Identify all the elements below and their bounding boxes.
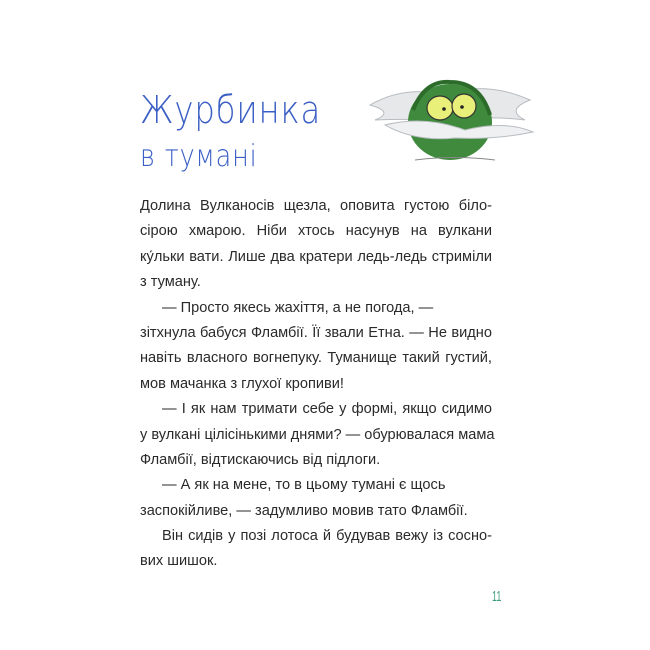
body-line: — Просто якесь жахіття, а не погода, — [162,299,434,316]
body-line: Долина Вулканосів щезла, оповита густою біло- [140,198,492,214]
body-text [140,194,495,575]
body-line: заспокійливе, — задумливо мовив тато Фламбії. [140,502,468,519]
body-line: Фламбії, відтискаючись від підлоги. [140,451,381,468]
body-line: Він сидів у позі лотоса й будував вежу із сосно- [162,528,492,545]
chapter-title-line1: Журбинка [140,88,322,132]
chapter-title-line2: в тумані [140,139,258,174]
body-line: навіть власного вогнепуку. Туманище такий густий, [140,350,492,367]
body-line: — А як на мене, то в цьому тумані є щось [162,477,446,494]
body-line: з туману. [140,274,201,291]
body-line: у вулкані цілісінькими днями? — обурювалася мама [140,426,495,443]
fog-creature-illustration [365,60,535,170]
body-line: вих шишок. [140,553,218,570]
body-line: сірою хмарою. Ніби хтось насунув на вулкани [140,223,492,240]
body-line: — І як нам тримати себе у формі, якщо сидимо [162,401,492,418]
body-line: мов мачанка з глухої кропиви! [140,375,344,392]
body-line: ку́льки вати. Лише два кратери ледь-ледь стриміли [140,248,492,265]
page-number: 11 [492,588,502,605]
body-line: зітхнула бабуся Фламбії. Її звали Етна. — Не видно [140,324,492,341]
